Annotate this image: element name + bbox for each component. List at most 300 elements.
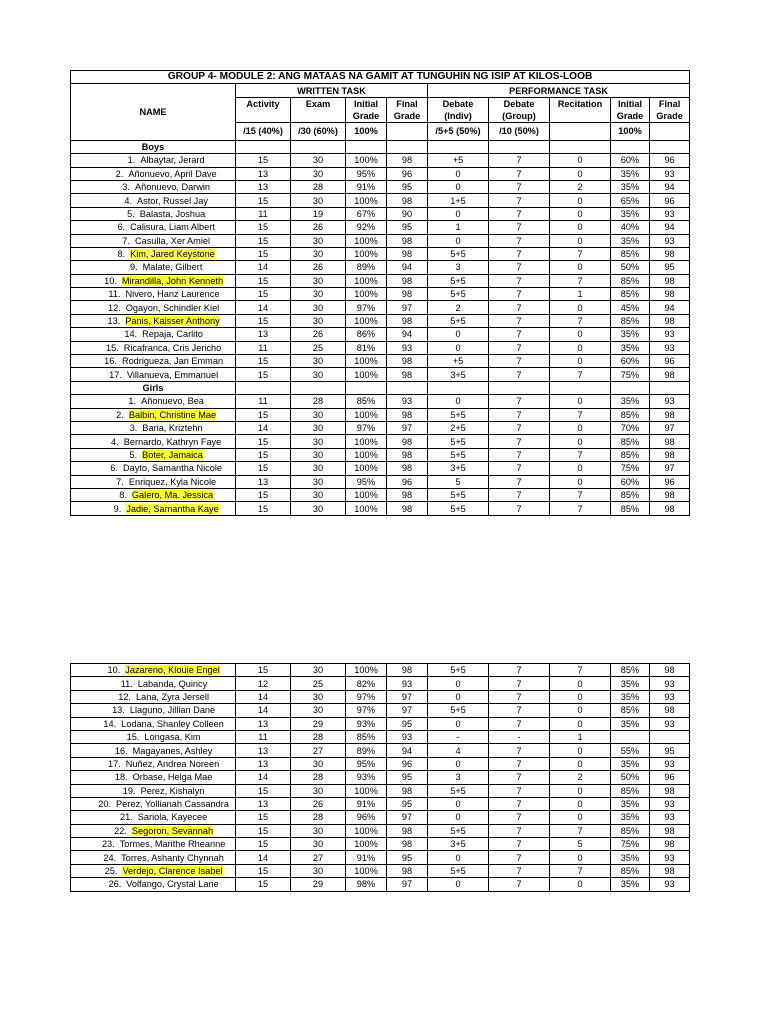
cell-recitation: 0	[550, 355, 611, 368]
student-name-cell	[71, 475, 236, 488]
student-name: Volfango, Crystal Lane	[126, 879, 219, 890]
cell-final: 97	[387, 811, 428, 824]
student-row	[71, 421, 690, 434]
cell-debate-group: 7	[489, 488, 550, 501]
cell-recitation: 0	[550, 784, 611, 797]
exam-header: Exam	[291, 97, 346, 122]
debate-indiv-header: Debate (Indiv)	[428, 97, 489, 122]
cell-pt-final: 93	[650, 207, 690, 220]
student-name-cell	[71, 744, 236, 757]
student-row	[71, 730, 690, 743]
cell-pt-final	[650, 730, 690, 743]
cell-initial: 67%	[346, 207, 387, 220]
cell-debate-group: 7	[489, 288, 550, 301]
cell-debate-indiv: 0	[428, 757, 489, 770]
cell-debate-group: 7	[489, 878, 550, 891]
student-number: 3.	[122, 182, 130, 193]
cell-recitation: 0	[550, 878, 611, 891]
cell-final: 93	[387, 341, 428, 354]
cell-exam: 28	[291, 180, 346, 193]
cell-pt-initial: 35%	[611, 180, 650, 193]
grade-table-page-1	[70, 70, 690, 516]
cell-pt-final: 93	[650, 341, 690, 354]
cell-recitation: 1	[550, 730, 611, 743]
cell-final: 98	[387, 247, 428, 260]
student-row	[71, 771, 690, 784]
cell-exam: 30	[291, 502, 346, 515]
student-name: Llaguno, Jillian Dane	[129, 705, 216, 716]
student-number: 5.	[127, 208, 135, 219]
cell-recitation: 7	[550, 368, 611, 381]
cell-activity: 14	[236, 301, 291, 314]
cell-initial: 95%	[346, 167, 387, 180]
cell-exam: 28	[291, 771, 346, 784]
cell-final: 97	[387, 690, 428, 703]
debate-indiv-weight: /5+5 (50%)	[428, 122, 489, 140]
cell-exam: 30	[291, 784, 346, 797]
cell-pt-final: 94	[650, 180, 690, 193]
student-name-cell	[71, 247, 236, 260]
student-name: Labanda, Quincy	[137, 678, 208, 689]
cell-initial: 85%	[346, 730, 387, 743]
cell-pt-final: 98	[650, 864, 690, 877]
student-name-cell	[71, 771, 236, 784]
cell-exam: 26	[291, 328, 346, 341]
student-row	[71, 744, 690, 757]
student-row	[71, 704, 690, 717]
cell-pt-initial	[611, 730, 650, 743]
cell-pt-initial: 85%	[611, 704, 650, 717]
cell-pt-final: 98	[650, 274, 690, 287]
student-number: 21.	[119, 812, 133, 823]
cell-activity: 15	[236, 488, 291, 501]
cell-pt-initial: 35%	[611, 690, 650, 703]
cell-initial: 100%	[346, 288, 387, 301]
cell-final: 98	[387, 784, 428, 797]
student-name: Galero, Ma. Jessica	[131, 490, 214, 501]
cell-debate-group: 7	[489, 811, 550, 824]
cell-final: 97	[387, 301, 428, 314]
student-number: 15.	[105, 342, 119, 353]
cell-debate-indiv: 5+5	[428, 314, 489, 327]
cell-pt-final: 93	[650, 851, 690, 864]
cell-debate-indiv: 5+5	[428, 664, 489, 677]
cell-pt-final: 98	[650, 784, 690, 797]
student-name-cell	[71, 435, 236, 448]
student-name-cell	[71, 261, 236, 274]
student-name-cell	[71, 502, 236, 515]
cell-initial: 93%	[346, 771, 387, 784]
cell-debate-group: 7	[489, 194, 550, 207]
cell-pt-initial: 85%	[611, 435, 650, 448]
cell-debate-indiv: 5+5	[428, 274, 489, 287]
student-number: 3.	[129, 423, 138, 434]
cell-activity: 15	[236, 502, 291, 515]
cell-exam: 27	[291, 744, 346, 757]
student-name: Boter, Jamaica	[142, 449, 203, 460]
cell-recitation: 0	[550, 167, 611, 180]
cell-debate-indiv: 3	[428, 261, 489, 274]
cell-pt-initial: 85%	[611, 274, 650, 287]
cell-recitation: 0	[550, 341, 611, 354]
student-name-cell	[71, 664, 236, 677]
cell-final: 98	[387, 824, 428, 837]
cell-recitation: 7	[550, 448, 611, 461]
student-row	[71, 408, 690, 421]
student-name-cell	[71, 797, 236, 810]
cell-debate-group: 7	[489, 502, 550, 515]
cell-final: 96	[387, 757, 428, 770]
cell-recitation: 0	[550, 154, 611, 167]
student-row	[71, 341, 690, 354]
cell-recitation: 0	[550, 851, 611, 864]
cell-recitation: 7	[550, 247, 611, 260]
student-name: Bernardo, Kathryn Faye	[123, 436, 222, 447]
cell-activity: 13	[236, 328, 291, 341]
student-row	[71, 851, 690, 864]
cell-debate-indiv: 5+5	[428, 408, 489, 421]
cell-recitation: 0	[550, 462, 611, 475]
student-number: 2.	[115, 168, 124, 179]
cell-activity: 15	[236, 784, 291, 797]
cell-debate-group: 7	[489, 421, 550, 434]
student-number: 15.	[126, 732, 140, 743]
cell-initial: 98%	[346, 878, 387, 891]
cell-activity: 13	[236, 717, 291, 730]
cell-final: 90	[387, 207, 428, 220]
cell-final: 97	[387, 878, 428, 891]
cell-pt-final: 95	[650, 744, 690, 757]
cell-exam: 30	[291, 824, 346, 837]
cell-debate-indiv: 5+5	[428, 288, 489, 301]
cell-final: 94	[387, 744, 428, 757]
student-row	[71, 355, 690, 368]
cell-pt-initial: 35%	[611, 878, 650, 891]
cell-activity: 15	[236, 288, 291, 301]
student-name-cell	[71, 878, 236, 891]
cell-exam: 30	[291, 234, 346, 247]
cell-pt-final: 98	[650, 247, 690, 260]
cell-exam: 30	[291, 368, 346, 381]
cell-recitation: 1	[550, 288, 611, 301]
student-name-cell	[71, 408, 236, 421]
cell-final: 98	[387, 502, 428, 515]
final-grade-header: Final Grade	[387, 97, 428, 122]
cell-activity: 13	[236, 180, 291, 193]
cell-initial: 97%	[346, 704, 387, 717]
cell-exam: 30	[291, 690, 346, 703]
cell-pt-initial: 35%	[611, 811, 650, 824]
cell-exam: 28	[291, 811, 346, 824]
cell-activity: 15	[236, 274, 291, 287]
cell-debate-indiv: 5+5	[428, 502, 489, 515]
cell-debate-indiv: 5+5	[428, 448, 489, 461]
cell-debate-indiv: 0	[428, 690, 489, 703]
initial-grade-header: Initial Grade	[346, 97, 387, 122]
student-name: Mirandilla, John Kenneth	[121, 275, 224, 286]
cell-pt-final: 98	[650, 448, 690, 461]
student-row	[71, 838, 690, 851]
cell-debate-indiv: +5	[428, 355, 489, 368]
cell-exam: 26	[291, 797, 346, 810]
cell-pt-final: 98	[650, 408, 690, 421]
cell-exam: 25	[291, 677, 346, 690]
debate-group-header: Debate (Group)	[489, 97, 550, 122]
student-name: Villanueva, Emmanuel	[126, 369, 219, 380]
cell-initial: 100%	[346, 247, 387, 260]
student-row	[71, 314, 690, 327]
student-row	[71, 207, 690, 220]
cell-pt-initial: 45%	[611, 301, 650, 314]
student-row	[71, 878, 690, 891]
cell-debate-group: 7	[489, 154, 550, 167]
student-name: Segoron, Sevannah	[131, 825, 214, 836]
student-name: Lana, Zyra Jersell	[135, 691, 210, 702]
student-number: 5.	[129, 449, 138, 460]
cell-debate-indiv: 0	[428, 851, 489, 864]
cell-activity: 14	[236, 690, 291, 703]
student-name: Añonuevo, Darwin	[134, 182, 211, 193]
cell-debate-group: 7	[489, 838, 550, 851]
cell-debate-group: 7	[489, 234, 550, 247]
student-row	[71, 475, 690, 488]
cell-debate-group: 7	[489, 207, 550, 220]
student-row	[71, 180, 690, 193]
student-number: 17.	[109, 369, 122, 380]
name-header: NAME	[71, 84, 236, 140]
cell-pt-initial: 60%	[611, 154, 650, 167]
student-name: Nuñez, Andrea Noreen	[125, 758, 220, 769]
cell-exam: 30	[291, 247, 346, 260]
student-name: Nivero, Hanz Laurence	[125, 289, 220, 300]
grade-table-page-2	[70, 663, 690, 892]
cell-recitation: 0	[550, 435, 611, 448]
cell-initial: 89%	[346, 744, 387, 757]
student-row	[71, 488, 690, 501]
cell-pt-final: 96	[650, 355, 690, 368]
cell-exam: 26	[291, 261, 346, 274]
student-name: Enriquez, Kyla Nicole	[128, 476, 217, 487]
activity-header: Activity	[236, 97, 291, 122]
cell-initial: 100%	[346, 502, 387, 515]
cell-initial: 95%	[346, 757, 387, 770]
student-row	[71, 288, 690, 301]
cell-final: 98	[387, 462, 428, 475]
cell-pt-initial: 35%	[611, 717, 650, 730]
cell-pt-initial: 85%	[611, 408, 650, 421]
cell-exam: 27	[291, 851, 346, 864]
student-row	[71, 797, 690, 810]
cell-final: 95	[387, 771, 428, 784]
cell-final: 98	[387, 314, 428, 327]
cell-pt-initial: 65%	[611, 194, 650, 207]
student-number: 25.	[104, 866, 118, 877]
cell-debate-indiv: 3+5	[428, 838, 489, 851]
cell-debate-indiv: 0	[428, 341, 489, 354]
cell-final: 97	[387, 704, 428, 717]
student-name-cell	[71, 368, 236, 381]
cell-initial: 89%	[346, 261, 387, 274]
student-number: 11.	[120, 678, 133, 689]
student-row	[71, 448, 690, 461]
cell-debate-group: 7	[489, 261, 550, 274]
cell-initial: 92%	[346, 221, 387, 234]
student-number: 10.	[107, 665, 121, 676]
student-name-cell	[71, 838, 236, 851]
cell-recitation: 0	[550, 221, 611, 234]
cell-initial: 91%	[346, 180, 387, 193]
student-name: Panis, Kaisser Anthony	[125, 316, 220, 327]
cell-pt-initial: 35%	[611, 167, 650, 180]
cell-pt-initial: 85%	[611, 784, 650, 797]
section-girls: Girls	[71, 381, 236, 394]
cell-debate-group: 7	[489, 368, 550, 381]
student-name: Sariola, Kayecee	[137, 812, 208, 823]
cell-pt-final: 98	[650, 488, 690, 501]
cell-final: 98	[387, 838, 428, 851]
cell-activity: 15	[236, 462, 291, 475]
cell-initial: 96%	[346, 811, 387, 824]
cell-recitation: 7	[550, 314, 611, 327]
student-name-cell	[71, 288, 236, 301]
cell-recitation: 7	[550, 502, 611, 515]
cell-exam: 30	[291, 408, 346, 421]
cell-exam: 30	[291, 838, 346, 851]
student-number: 4.	[111, 436, 119, 447]
cell-debate-indiv: 2	[428, 301, 489, 314]
section-boys: Boys	[71, 140, 236, 153]
cell-activity: 15	[236, 355, 291, 368]
cell-final: 95	[387, 851, 428, 864]
student-row	[71, 502, 690, 515]
cell-activity: 14	[236, 261, 291, 274]
cell-pt-initial: 50%	[611, 771, 650, 784]
student-row	[71, 234, 690, 247]
cell-activity: 11	[236, 395, 291, 408]
cell-recitation: 0	[550, 744, 611, 757]
student-row	[71, 328, 690, 341]
cell-final: 98	[387, 194, 428, 207]
cell-pt-initial: 35%	[611, 677, 650, 690]
student-name: Lodana, Shanley Colleen	[121, 718, 224, 729]
pt-final-grade-header: Final Grade	[650, 97, 690, 122]
cell-pt-final: 97	[650, 421, 690, 434]
cell-pt-initial: 85%	[611, 864, 650, 877]
cell-activity: 13	[236, 475, 291, 488]
cell-pt-final: 93	[650, 878, 690, 891]
student-name: Longasa, Kim	[144, 732, 201, 743]
student-row	[71, 864, 690, 877]
cell-exam: 30	[291, 462, 346, 475]
cell-pt-initial: 85%	[611, 824, 650, 837]
cell-activity: 15	[236, 435, 291, 448]
cell-recitation: 7	[550, 824, 611, 837]
cell-final: 98	[387, 274, 428, 287]
cell-initial: 100%	[346, 488, 387, 501]
cell-pt-initial: 75%	[611, 368, 650, 381]
cell-debate-indiv: +5	[428, 154, 489, 167]
cell-exam: 30	[291, 301, 346, 314]
cell-recitation: 0	[550, 234, 611, 247]
cell-recitation: 0	[550, 328, 611, 341]
cell-pt-initial: 85%	[611, 314, 650, 327]
student-row	[71, 261, 690, 274]
student-row	[71, 757, 690, 770]
student-name-cell	[71, 757, 236, 770]
pt-final-weight	[650, 122, 690, 140]
cell-pt-final: 93	[650, 757, 690, 770]
cell-debate-group: 7	[489, 744, 550, 757]
cell-initial: 100%	[346, 448, 387, 461]
cell-initial: 100%	[346, 435, 387, 448]
student-name: Tormes, Marithe Rheanne	[119, 839, 226, 850]
student-name: Balbin, Christine Mae	[128, 409, 217, 420]
cell-debate-group: -	[489, 730, 550, 743]
cell-exam: 29	[291, 878, 346, 891]
cell-recitation: 0	[550, 690, 611, 703]
cell-exam: 30	[291, 355, 346, 368]
student-number: 10.	[104, 275, 117, 286]
cell-recitation: 0	[550, 421, 611, 434]
cell-debate-indiv: -	[428, 730, 489, 743]
cell-debate-group: 7	[489, 864, 550, 877]
student-name-cell	[71, 341, 236, 354]
cell-pt-initial: 55%	[611, 744, 650, 757]
cell-pt-initial: 85%	[611, 502, 650, 515]
student-name-cell	[71, 207, 236, 220]
student-name-cell	[71, 730, 236, 743]
cell-initial: 97%	[346, 421, 387, 434]
cell-exam: 30	[291, 194, 346, 207]
student-number: 7.	[122, 235, 130, 246]
cell-exam: 30	[291, 864, 346, 877]
cell-debate-indiv: 0	[428, 717, 489, 730]
student-number: 9.	[113, 503, 122, 514]
student-row	[71, 677, 690, 690]
cell-exam: 30	[291, 448, 346, 461]
cell-debate-group: 7	[489, 677, 550, 690]
student-name: Repaja, Carlito	[142, 329, 203, 340]
student-row	[71, 247, 690, 260]
student-name-cell	[71, 355, 236, 368]
student-name: Balasta, Joshua	[139, 208, 206, 219]
cell-debate-group: 7	[489, 851, 550, 864]
cell-activity: 11	[236, 207, 291, 220]
cell-pt-initial: 85%	[611, 664, 650, 677]
cell-pt-final: 94	[650, 221, 690, 234]
cell-pt-initial: 85%	[611, 247, 650, 260]
student-name: Rodrigueza, Jan Emman	[121, 356, 224, 367]
cell-initial: 100%	[346, 368, 387, 381]
student-name-cell	[71, 690, 236, 703]
student-row	[71, 664, 690, 677]
cell-pt-initial: 35%	[611, 797, 650, 810]
student-name: Perez, Yollianah Cassandra	[116, 799, 229, 810]
student-name-cell	[71, 864, 236, 877]
cell-initial: 100%	[346, 664, 387, 677]
student-row	[71, 154, 690, 167]
student-name: Jadie, Samantha Kaye	[126, 503, 219, 514]
cell-final: 96	[387, 475, 428, 488]
cell-initial: 100%	[346, 234, 387, 247]
cell-recitation: 7	[550, 864, 611, 877]
recitation-header: Recitation	[550, 97, 611, 122]
cell-debate-indiv: 0	[428, 328, 489, 341]
cell-activity: 15	[236, 864, 291, 877]
student-name-cell	[71, 811, 236, 824]
cell-final: 95	[387, 180, 428, 193]
cell-activity: 13	[236, 757, 291, 770]
